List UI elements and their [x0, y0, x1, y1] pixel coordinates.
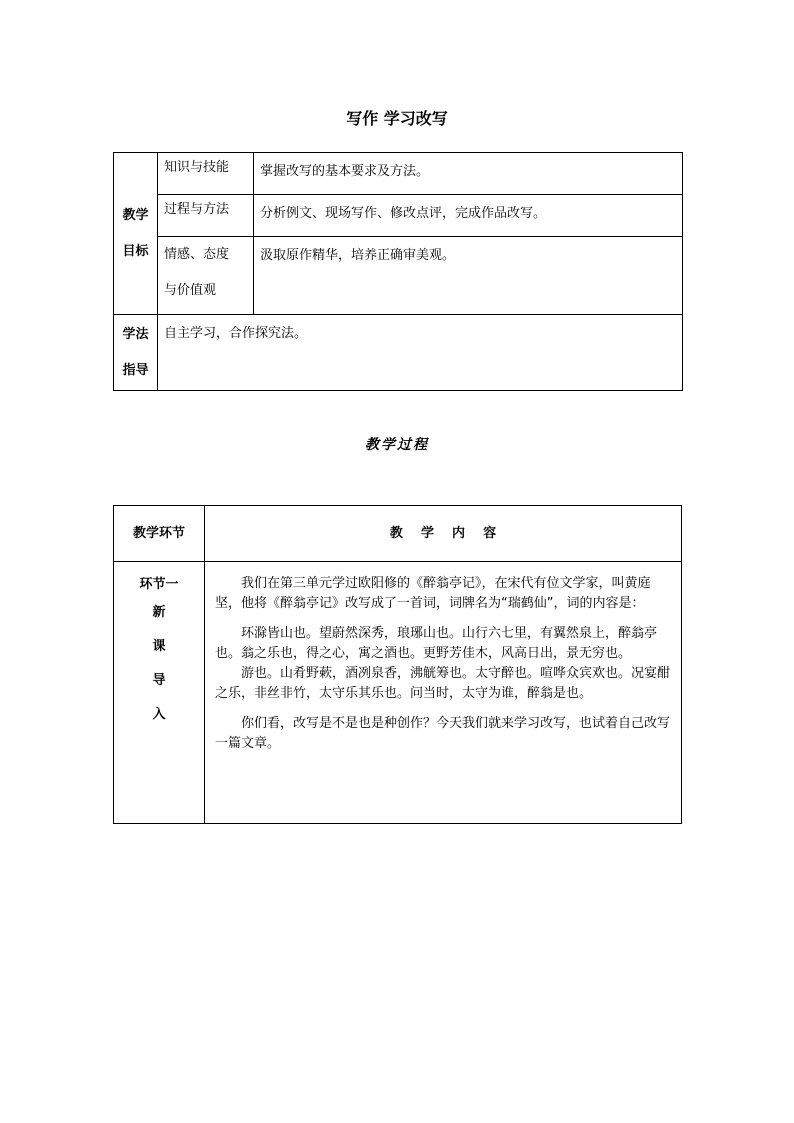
objectives-label [114, 153, 158, 315]
process-header-row [114, 506, 682, 562]
objective-sub-attitude-line1: 情感、态度 [164, 247, 230, 262]
objective-row-attitude [114, 237, 683, 315]
objective-value-attitude: 汲取原作精华，培养正确审美观。 [254, 237, 683, 315]
header-content: 教 学 内 容 [205, 506, 682, 562]
method-label-line2: 指导 [122, 362, 149, 378]
objectives-table [113, 152, 683, 391]
stage-label [114, 562, 205, 824]
objective-sub-attitude-line2: 与价值观 [164, 283, 217, 298]
method-label [114, 315, 158, 391]
method-row [114, 315, 683, 391]
stage-char: 课 [152, 639, 166, 654]
stage-name: 环节一 [139, 577, 179, 592]
method-label-line1: 学法 [122, 326, 149, 342]
objectives-label-line1: 教学 [122, 207, 149, 223]
objective-sub-attitude [158, 237, 254, 315]
content-paragraph-poem-2: 游也。山肴野蔌，酒冽泉香，沸觥筹也。太守醉也。喧哗众宾欢也。况宴酣之乐，非丝非竹，太守乐其乐也。问当时，太守为谁，醉翁是也。 [215, 666, 671, 701]
stage-char: 导 [152, 673, 166, 688]
content-paragraph-intro: 我们在第三单元学过欧阳修的《醉翁亭记》，在宋代有位文学家，叫黄庭坚，他将《醉翁亭记》改写成了一首词，词牌名为“瑞鹤仙”，词的内容是： [215, 576, 651, 611]
method-value: 自主学习，合作探究法。 [158, 315, 683, 391]
objective-value-knowledge: 掌握改写的基本要求及方法。 [254, 153, 683, 195]
process-table [113, 505, 682, 824]
stage-row [114, 562, 682, 824]
content-paragraph-closing: 你们看，改写是不是也是种创作？今天我们就来学习改写，也试着自己改写一篇文章。 [215, 716, 671, 751]
objectives-label-line2: 目标 [122, 243, 149, 259]
objective-value-process: 分析例文、现场写作、修改点评，完成作品改写。 [254, 195, 683, 237]
stage-content [205, 562, 682, 824]
stage-char: 新 [152, 605, 166, 620]
process-title: 教学过程 [365, 437, 429, 453]
content-paragraph-poem-1: 环滁皆山也。望蔚然深秀，琅琊山也。山行六七里，有翼然泉上，醉翁亭也。翁之乐也，得之心，寓之酒也。更野芳佳木，风高日出，景无穷也。 [215, 626, 658, 661]
objective-sub-process: 过程与方法 [158, 195, 254, 237]
objective-row-process [114, 195, 683, 237]
objective-row-knowledge [114, 153, 683, 195]
stage-char: 入 [152, 707, 166, 722]
objective-sub-knowledge: 知识与技能 [158, 153, 254, 195]
page-title: 写作 学习改写 [346, 109, 448, 128]
header-stage: 教学环节 [114, 506, 205, 562]
